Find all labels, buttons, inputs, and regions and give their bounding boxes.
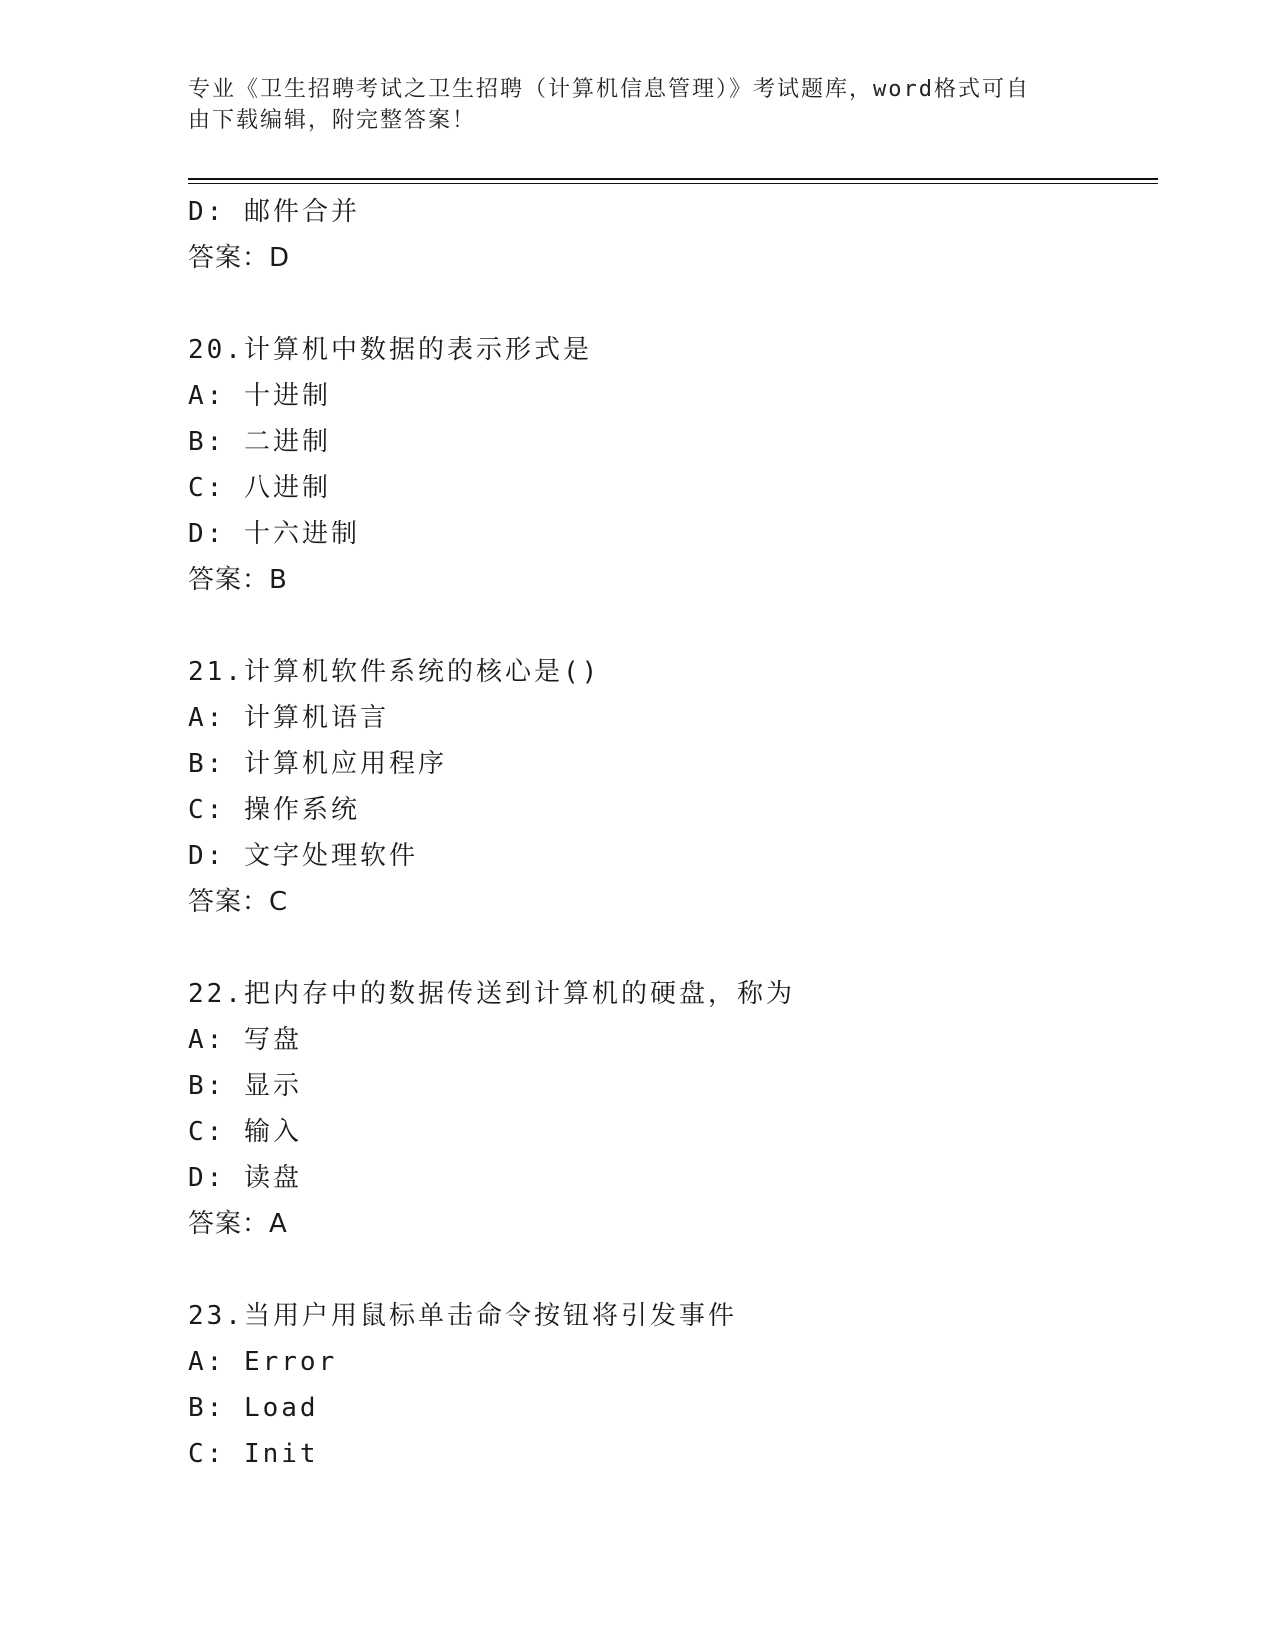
document-header (188, 74, 1088, 136)
option-c: C: Init (188, 1439, 319, 1469)
option-b: B: 显示 (188, 1071, 302, 1101)
option-b: B: Load (188, 1393, 319, 1423)
answer-line: 答案：A (188, 1209, 288, 1239)
option-c: C: 操作系统 (188, 795, 360, 825)
option-a: A: Error (188, 1347, 338, 1377)
option-c: C: 八进制 (188, 473, 331, 503)
question-stem: 20.计算机中数据的表示形式是 (188, 335, 592, 365)
option-a: A: 计算机语言 (188, 703, 389, 733)
header-divider-thin (188, 183, 1158, 184)
option-c: C: 输入 (188, 1117, 302, 1147)
answer-line: 答案：B (188, 565, 288, 595)
answer-line: 答案：D (188, 243, 291, 273)
spacer (188, 1247, 1148, 1293)
option-d: D: 邮件合并 (188, 197, 360, 227)
option-a: A: 写盘 (188, 1025, 302, 1055)
header-line-1: 专业《卫生招聘考试之卫生招聘（计算机信息管理）》考试题库，word格式可自 (188, 77, 1030, 102)
question-stem: 23.当用户用鼠标单击命令按钮将引发事件 (188, 1301, 737, 1331)
header-divider-thick (188, 178, 1158, 180)
question-stem: 22.把内存中的数据传送到计算机的硬盘，称为 (188, 979, 795, 1009)
question-stem: 21.计算机软件系统的核心是() (188, 657, 601, 687)
question-list (188, 189, 1148, 1477)
option-d: D: 十六进制 (188, 519, 360, 549)
spacer (188, 603, 1148, 649)
option-a: A: 十进制 (188, 381, 331, 411)
spacer (188, 281, 1148, 327)
answer-line: 答案：C (188, 887, 289, 917)
header-line-2: 由下载编辑，附完整答案！ (188, 108, 477, 133)
option-d: D: 文字处理软件 (188, 841, 418, 871)
option-b: B: 二进制 (188, 427, 331, 457)
option-d: D: 读盘 (188, 1163, 302, 1193)
option-b: B: 计算机应用程序 (188, 749, 447, 779)
spacer (188, 925, 1148, 971)
